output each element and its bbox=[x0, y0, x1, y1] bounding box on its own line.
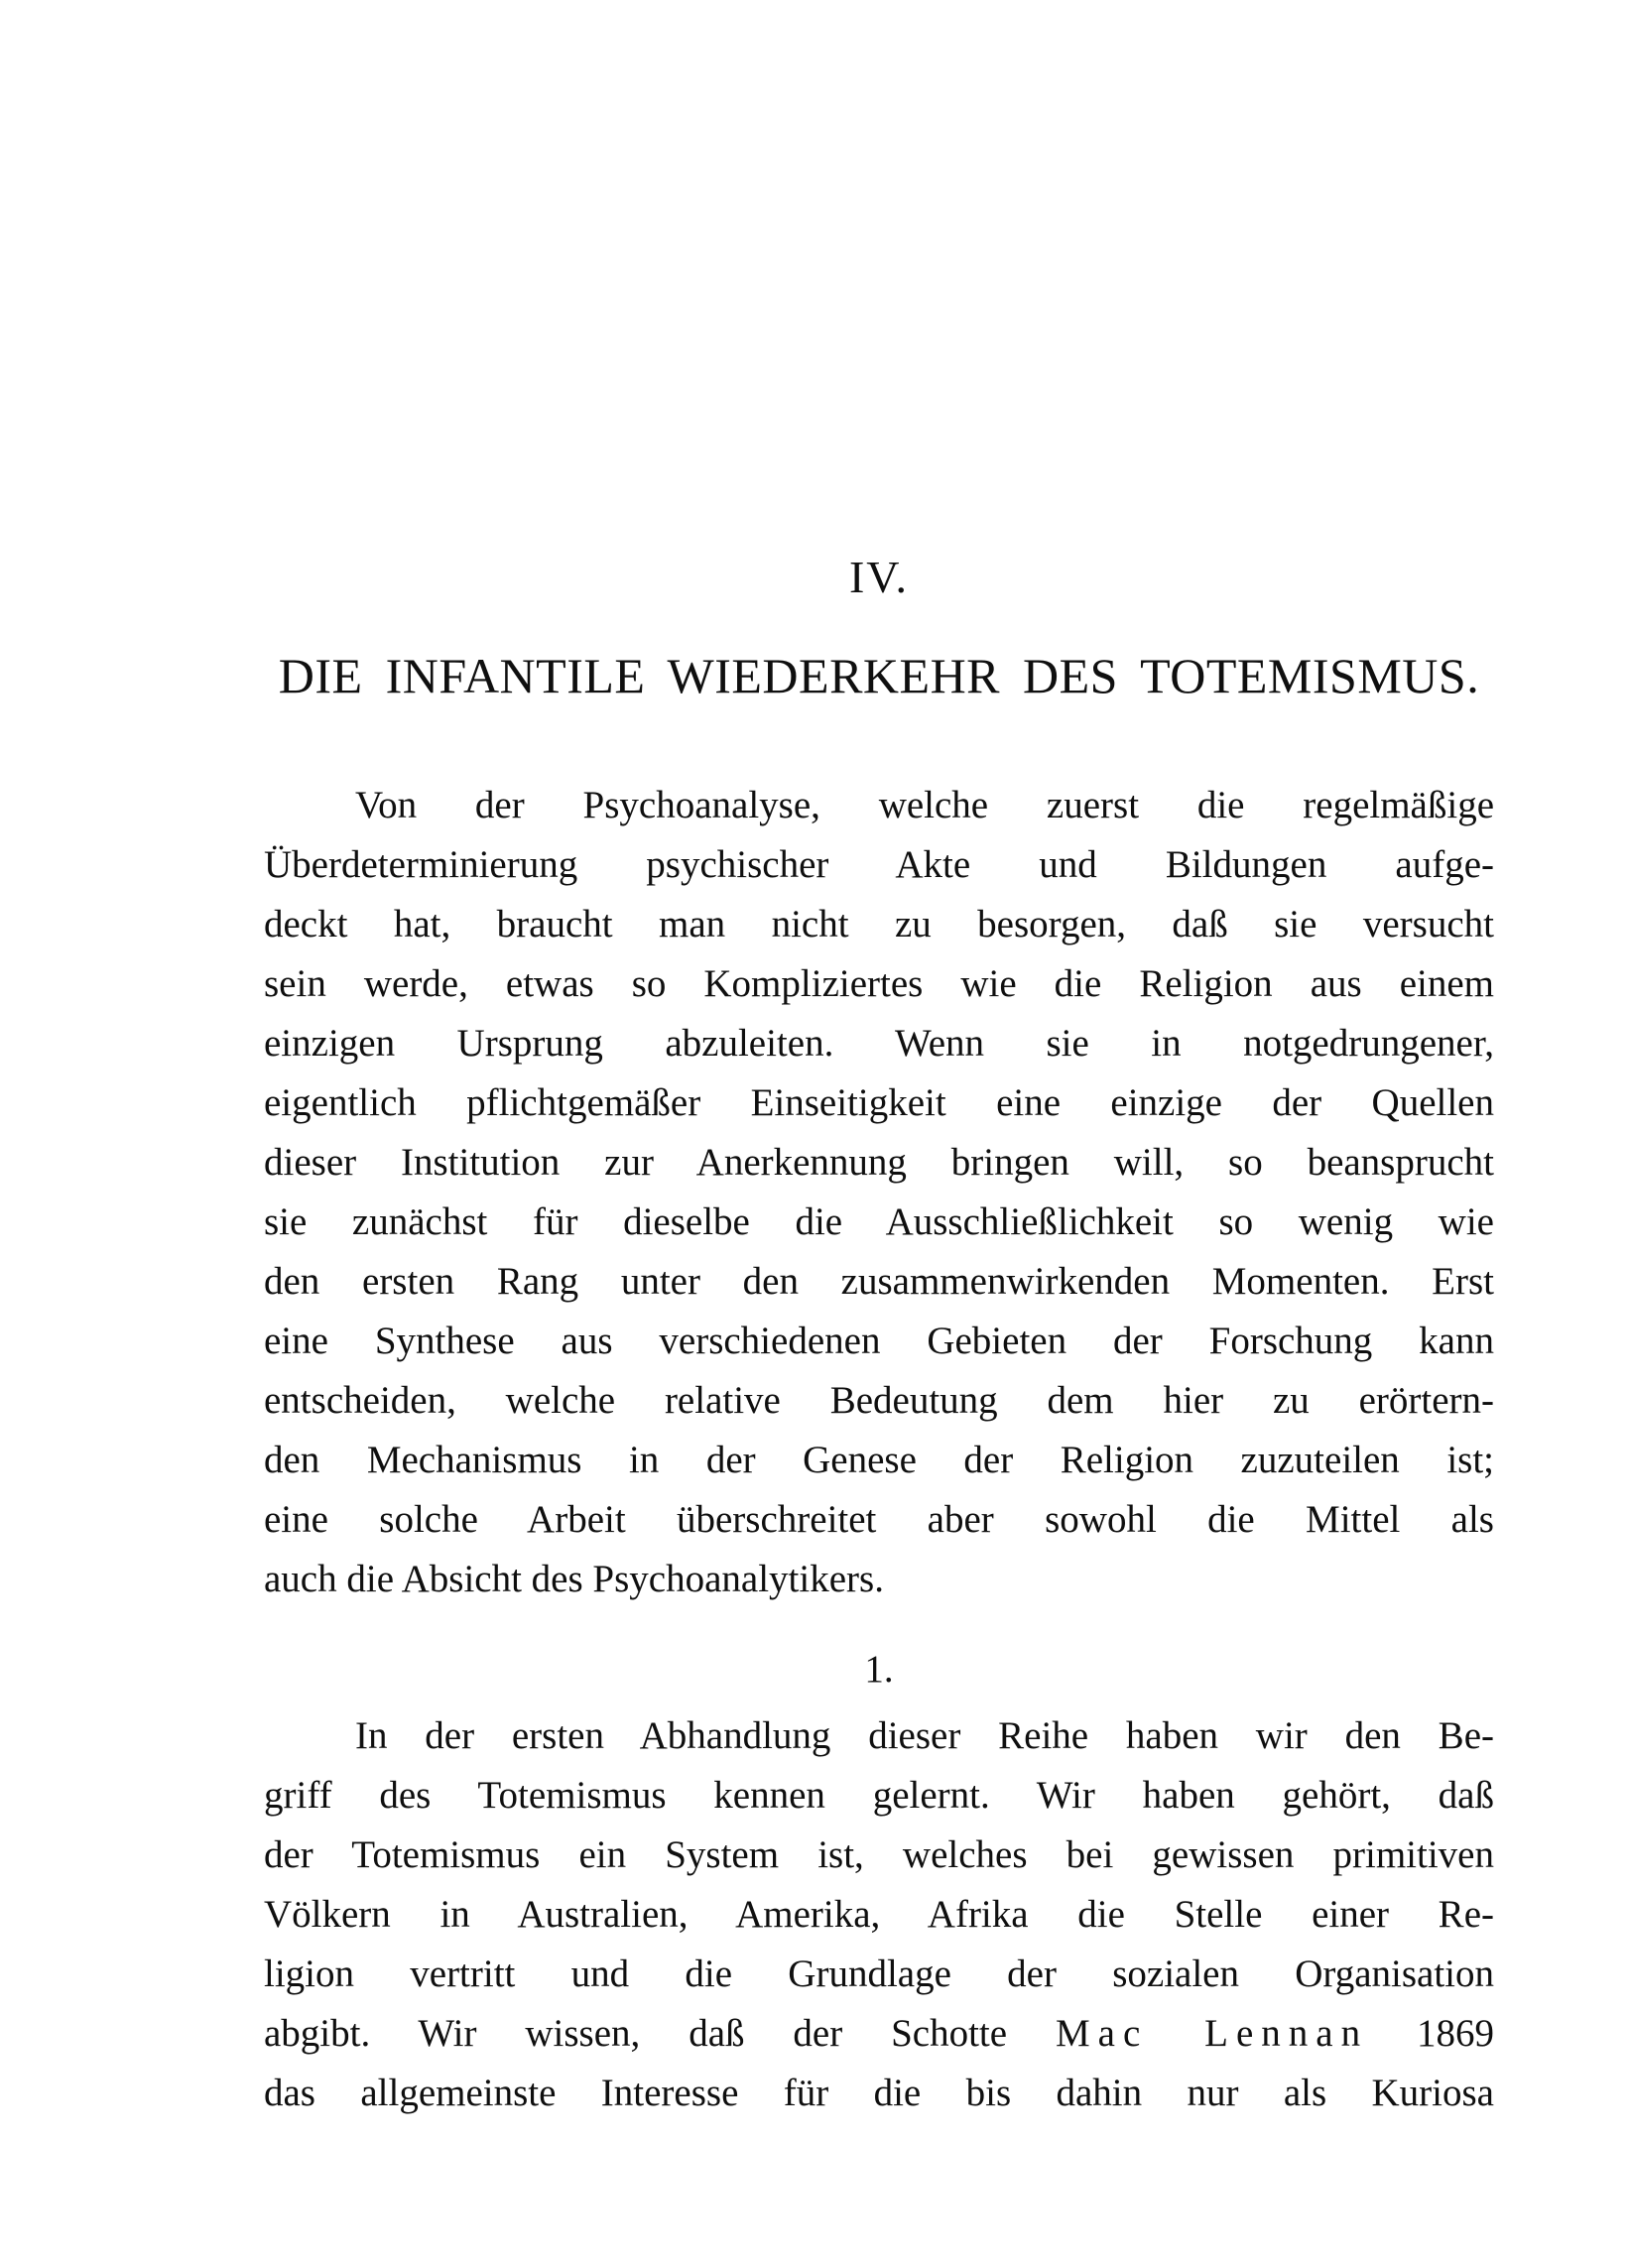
paragraph-1 bbox=[264, 776, 1494, 1609]
text-line: sein werde, etwas so Kompliziertes wie die Religion aus einem bbox=[264, 962, 1494, 1005]
chapter-number: IV. bbox=[848, 552, 910, 602]
text-line: In der ersten Abhandlung dieser Reihe haben wir den Be- bbox=[355, 1714, 1494, 1757]
chapter-title: DIE INFANTILE WIEDERKEHR DES TOTEMISMUS. bbox=[278, 648, 1480, 703]
text-line: einzigen Ursprung abzuleiten. Wenn sie in notgedrungener, bbox=[264, 1022, 1494, 1065]
text-line: Von der Psychoanalyse, welche zuerst die regelmäßige bbox=[355, 784, 1494, 826]
text-line: eine Synthese aus verschiedenen Gebieten der Forschung kann bbox=[264, 1320, 1494, 1362]
text-line: Völkern in Australien, Amerika, Afrika die Stelle einer Re- bbox=[264, 1893, 1494, 1936]
section-number: 1. bbox=[864, 1648, 894, 1691]
text-line: griff des Totemismus kennen gelernt. Wir haben gehört, daß bbox=[264, 1774, 1494, 1817]
text-line: ligion vertritt und die Grundlage der sozialen Organisation bbox=[264, 1953, 1494, 1995]
text-line: auch die Absicht des Psychoanalytikers. bbox=[264, 1558, 884, 1600]
text-line: der Totemismus ein System ist, welches bei gewissen primitiven bbox=[264, 1833, 1494, 1876]
text-line: eine solche Arbeit überschreitet aber sowohl die Mittel als bbox=[264, 1498, 1494, 1541]
paragraph-2 bbox=[264, 1706, 1494, 2123]
text-line: sie zunächst für dieselbe die Ausschließlichkeit so wenig wie bbox=[264, 1200, 1494, 1243]
text-segment: 1869 bbox=[1417, 2012, 1495, 2055]
text-line: Überdeterminierung psychischer Akte und Bildungen aufge- bbox=[264, 843, 1494, 886]
text-line: dieser Institution zur Anerkennung bringen will, so beansprucht bbox=[264, 1141, 1494, 1184]
text-line bbox=[264, 2004, 1494, 2064]
text-line: das allgemeinste Interesse für die bis dahin nur als Kuriosa bbox=[264, 2072, 1494, 2114]
text-line: entscheiden, welche relative Bedeutung dem hier zu erörtern- bbox=[264, 1379, 1494, 1422]
text-line: eigentlich pflichtgemäßer Einseitigkeit eine einzige der Quellen bbox=[264, 1081, 1494, 1124]
text-segment: abgibt. Wir wissen, daß der Schotte bbox=[264, 2012, 1008, 2055]
person-name-emphasized: Mac Lennan bbox=[1055, 2012, 1369, 2055]
text-block bbox=[264, 554, 1494, 2123]
text-line: den ersten Rang unter den zusammenwirkenden Momenten. Erst bbox=[264, 1260, 1494, 1303]
text-line: deckt hat, braucht man nicht zu besorgen, daß sie versucht bbox=[264, 903, 1494, 945]
text-line: den Mechanismus in der Genese der Religion zuzuteilen ist; bbox=[264, 1439, 1494, 1481]
